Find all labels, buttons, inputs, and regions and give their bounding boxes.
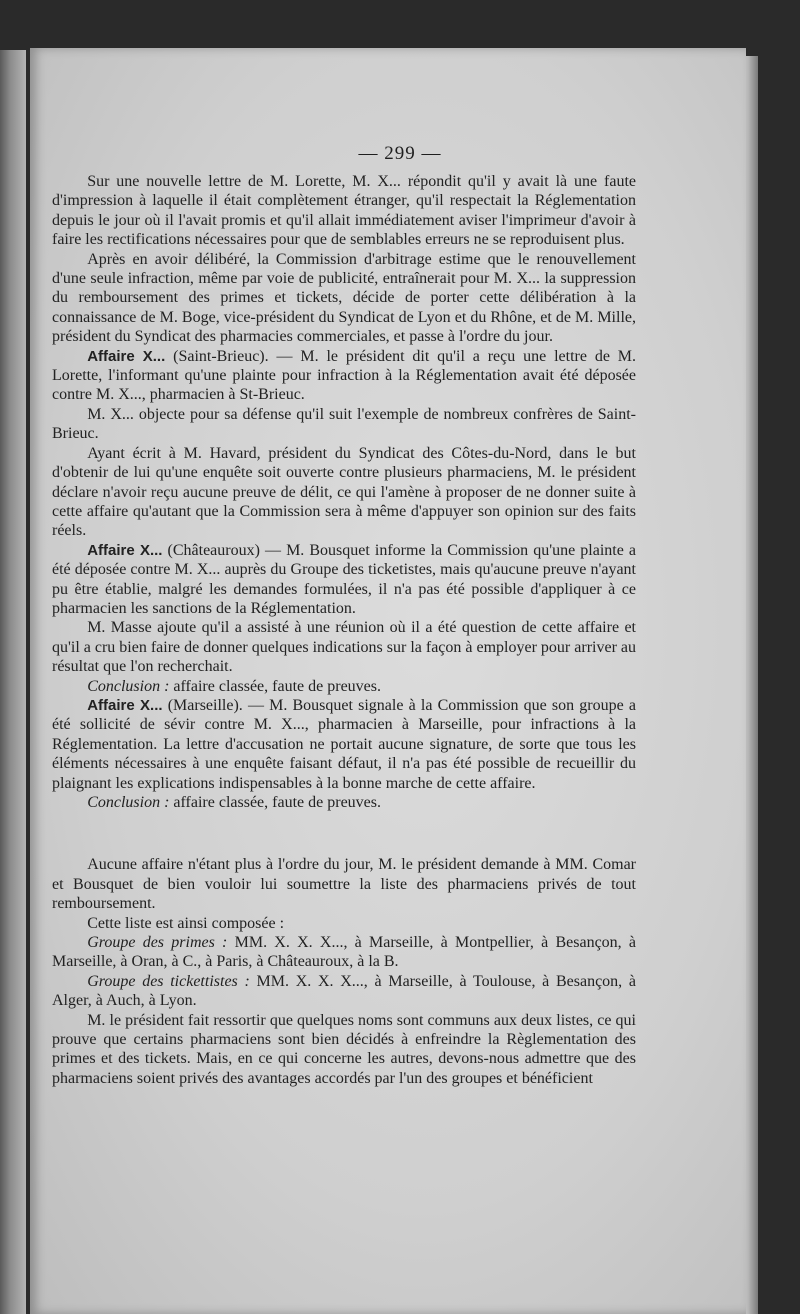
paragraph-text: (Marseille). — M. Bousquet signale à la Commission que son groupe a été sollicité de sévir contre M. X..., pharmacien à Marseille, pour infractions à la Réglementation. La lettre d'accusation ne portait aucune signature, de sorte que tous les éléments nécessaires à une enquête faisant défaut, il n'a pas été possible de recueillir du plaignant les explications indispensables à la bonne marche de cette affaire.	[52, 696, 637, 792]
group-label: Groupe des tickettistes :	[87, 972, 250, 990]
paragraph	[52, 933, 636, 972]
paragraph: Après en avoir délibéré, la Commission d'arbitrage estime que le renouvellement d'une seule infraction, même par voie de publicité, entraînerait pour M. X... la suppression du remboursement des primes et tickets, décide de porter cette délibération à la connaissance de M. Boge, vice-président du Syndicat de Lyon et du Rhône, et de M. Mille, président du Syndicat des pharmacies commerciales, et passe à l'ordre du jour.	[52, 250, 636, 346]
paragraph: Sur une nouvelle lettre de M. Lorette, M. X... répondit qu'il y avait là une faute d'impression à laquelle il était complètement étranger, qu'il respectait la Réglementation depuis le jour où il l'avait promis et qu'il allait immédiatement aviser l'imprimeur d'avoir à faire les rectifications nécessaires pour que de semblables erreurs ne se reproduisent plus.	[52, 173, 636, 249]
paragraph: Ayant écrit à M. Havard, président du Syndicat des Côtes-du-Nord, dans le but d'obtenir de lui qu'une enquête soit ouverte contre plusieurs pharmaciens, M. le président déclare n'avoir reçu aucune preuve de délit, ce qui l'amène à proposer de ne donner suite à cette affaire qu'autant que la Commission sera à même d'appuyer son opinion sur des faits réels.	[52, 444, 636, 540]
paragraph-text: (Châteauroux) — M. Bousquet informe la Commission qu'une plainte a été déposée contre M. X... auprès du Groupe des ticketistes, mais qu'aucune preuve n'ayant pu être établie, malgré les demandes formulées, il n'a pas été possible d'appliquer à ce pharmacien les sanctions de la Réglementation.	[52, 541, 636, 617]
paragraph	[52, 696, 636, 793]
paragraph: Aucune affaire n'étant plus à l'ordre du jour, M. le président demande à MM. Comar et Bousquet de bien vouloir lui soumettre la liste des pharmaciens privés de tout remboursement.	[52, 856, 636, 913]
conclusion-label: Conclusion :	[87, 677, 170, 695]
paragraph	[52, 972, 636, 1011]
paragraph	[52, 347, 636, 405]
paragraph-text: (Saint-Brieuc). — M. le président dit qu'il a reçu une lettre de M. Lorette, l'informant qu'une plainte pour infraction à la Réglementation avait été déposée contre M. X..., pharmacien à St-Brieuc.	[52, 347, 637, 404]
case-heading: Affaire X...	[87, 696, 163, 714]
paragraph	[52, 541, 636, 619]
conclusion-label: Conclusion :	[87, 794, 170, 811]
paragraph	[52, 793, 636, 812]
paragraph-text: MM. X. X. X..., à Marseille, à Montpellier, à Besançon, à Marseille, à Oran, à C., à Paris, à Châteauroux, à la B.	[52, 934, 637, 971]
paragraph-text: MM. X. X. X..., à Marseille, à Toulouse, à Besançon, à Alger, à Auch, à Lyon.	[52, 972, 636, 1010]
body-text	[52, 172, 636, 1088]
paragraph-text: affaire classée, faute de preuves.	[169, 677, 381, 695]
case-heading: Affaire X...	[87, 541, 163, 559]
paragraph-text: affaire classée, faute de preuves.	[169, 794, 381, 811]
paragraph: M. Masse ajoute qu'il a assisté à une réunion où il a été question de cette affaire et qu'il a cru bien faire de donner quelques indications sur la façon à employer pour arriver au résultat que l'on recherchait.	[52, 619, 636, 676]
adjacent-page-edge	[0, 50, 26, 1314]
page-number: — 299 —	[358, 143, 442, 164]
paragraph	[52, 677, 636, 696]
paragraph: Cette liste est ainsi composée :	[87, 914, 285, 932]
group-label: Groupe des primes :	[87, 934, 228, 952]
paragraph: M. X... objecte pour sa défense qu'il suit l'exemple de nombreux confrères de Saint-Brieuc.	[52, 405, 636, 443]
case-heading: Affaire X...	[87, 347, 166, 365]
paragraph: M. le président fait ressortir que quelques noms sont communs aux deux listes, ce qui prouve que certains pharmaciens sont bien décidés à enfreindre la Règlementation des primes et des tickets. Mais, en ce qui concerne les autres, devons-nous admettre que des pharmaciens soient privés des avantages accordés par l'un des groupes et bénéficient	[52, 1011, 636, 1087]
